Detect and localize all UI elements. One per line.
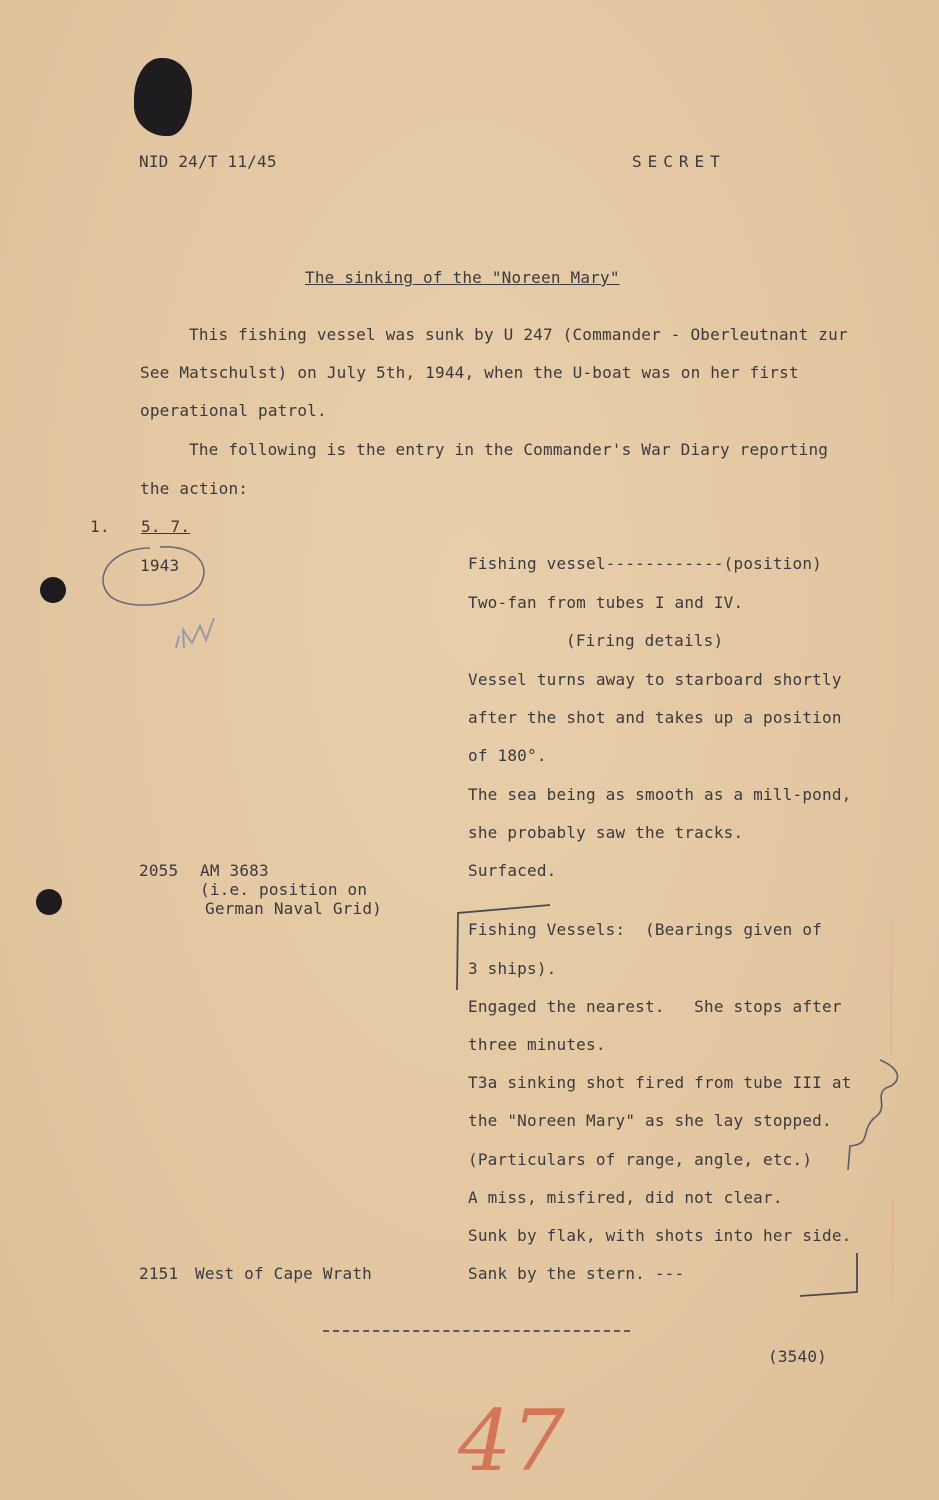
diary-entry-line: the "Noreen Mary" as she lay stopped. (468, 1111, 832, 1130)
intro-line-3: operational patrol. (140, 401, 327, 420)
diary-entry-line: Sank by the stern. --- (468, 1264, 685, 1283)
margin-scribble (176, 618, 214, 648)
circle-around-year (103, 547, 204, 605)
classification-label: SECRET (632, 152, 726, 171)
diary-entry-line: Surfaced. (468, 861, 557, 880)
location-cape-wrath: West of Cape Wrath (195, 1264, 372, 1283)
entry-date: 5. 7. (141, 517, 191, 536)
document-reference: NID 24/T 11/45 (139, 152, 277, 171)
diary-entry-line: Fishing vessel------------(position) (468, 554, 822, 573)
bracket-fishing-vessels (457, 905, 550, 990)
diary-entry-line: 3 ships). (468, 959, 557, 978)
diary-entry-line: Sunk by flak, with shots into her side. (468, 1226, 852, 1245)
diary-entry-line: three minutes. (468, 1035, 606, 1054)
intro-line-2: See Matschulst) on July 5th, 1944, when the U-boat was on her first (140, 363, 799, 382)
diary-entry-line: (Firing details) (566, 631, 724, 650)
diary-entry-line: she probably saw the tracks. (468, 823, 744, 842)
intro-line-4: The following is the entry in the Commander's War Diary reporting (189, 440, 829, 459)
location-note-2: German Naval Grid) (205, 899, 382, 918)
side-bracket (848, 1060, 897, 1170)
entry-year: 1943 (140, 556, 180, 575)
red-pencil-margin (891, 925, 893, 1300)
handwritten-page-number: 47 (458, 1392, 565, 1490)
diary-entry-line: Vessel turns away to starboard shortly (468, 670, 842, 689)
intro-line-1: This fishing vessel was sunk by U 247 (Commander - Oberleutnant zur (189, 325, 848, 344)
diary-entry-line: of 180°. (468, 746, 547, 765)
diary-entry-line: The sea being as smooth as a mill-pond, (468, 785, 852, 804)
time-2055: 2055 (139, 861, 179, 880)
location-grid-square: AM 3683 (200, 861, 269, 880)
diary-entry-line: (Particulars of range, angle, etc.) (468, 1150, 813, 1169)
diary-entry-line: T3a sinking shot fired from tube III at (468, 1073, 852, 1092)
diary-entry-line: Fishing Vessels: (Bearings given of (468, 920, 822, 939)
end-bracket (800, 1253, 857, 1296)
location-note-1: (i.e. position on (200, 880, 368, 899)
diary-entry-line: Engaged the nearest. She stops after (468, 997, 842, 1016)
diary-entry-line: after the shot and takes up a position (468, 708, 842, 727)
time-2151: 2151 (139, 1264, 179, 1283)
archive-number: (3540) (768, 1347, 827, 1366)
entry-number: 1. (90, 517, 110, 536)
document-title: The sinking of the "Noreen Mary" (305, 268, 620, 287)
intro-line-5: the action: (140, 479, 249, 498)
diary-entry-line: Two-fan from tubes I and IV. (468, 593, 744, 612)
diary-entry-line: A miss, misfired, did not clear. (468, 1188, 783, 1207)
